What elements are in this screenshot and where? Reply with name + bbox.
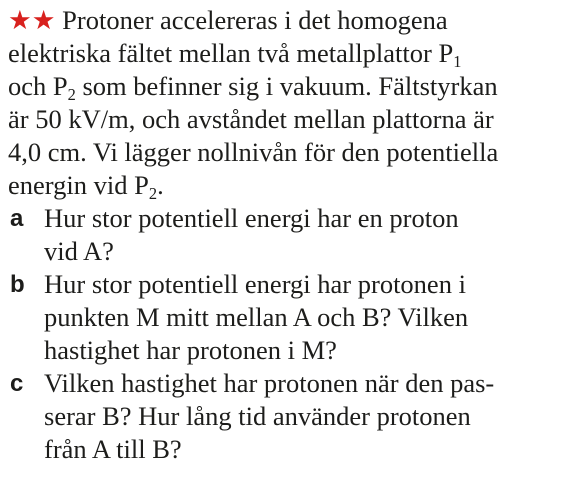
intro-line-5: 4,0 cm. Vi lägger nollnivån för den potentiella <box>8 137 499 167</box>
question-line: hastighet har protonen i M? <box>44 335 337 365</box>
question-letter: b <box>10 271 25 298</box>
problem-intro <box>8 4 556 202</box>
intro-line-3: och $P_2$ som befinner sig i vakuum. Fältstyrkan <box>8 71 498 104</box>
question-line: vid A? <box>44 236 114 266</box>
question-line: punkten M mitt mellan A och B? Vilken <box>44 302 469 332</box>
question-b <box>8 268 556 367</box>
question-c <box>8 367 556 466</box>
question-line: Vilken hastighet har protonen när den pas- <box>44 368 495 398</box>
intro-line-1: ★★ Protoner accelereras i det homogena <box>8 5 448 35</box>
intro-line-4: är 50 kV/m, och avståndet mellan plattorna är <box>8 104 494 134</box>
question-line: från A till B? <box>44 434 182 464</box>
question-letter: c <box>10 370 24 397</box>
difficulty-stars-icon: ★★ <box>8 5 56 35</box>
question-line: serar B? Hur lång tid använder protonen <box>44 401 471 431</box>
intro-line-2: elektriska fältet mellan två metallplattor $P_1$ <box>8 38 462 71</box>
intro-line-6: energin vid $P_2$. <box>8 170 164 203</box>
question-a <box>8 202 556 268</box>
question-letter: a <box>10 205 24 232</box>
question-line: Hur stor potentiell energi har en proton <box>44 203 459 233</box>
problem-text <box>8 4 556 466</box>
question-line: Hur stor potentiell energi har protonen i <box>44 269 466 299</box>
